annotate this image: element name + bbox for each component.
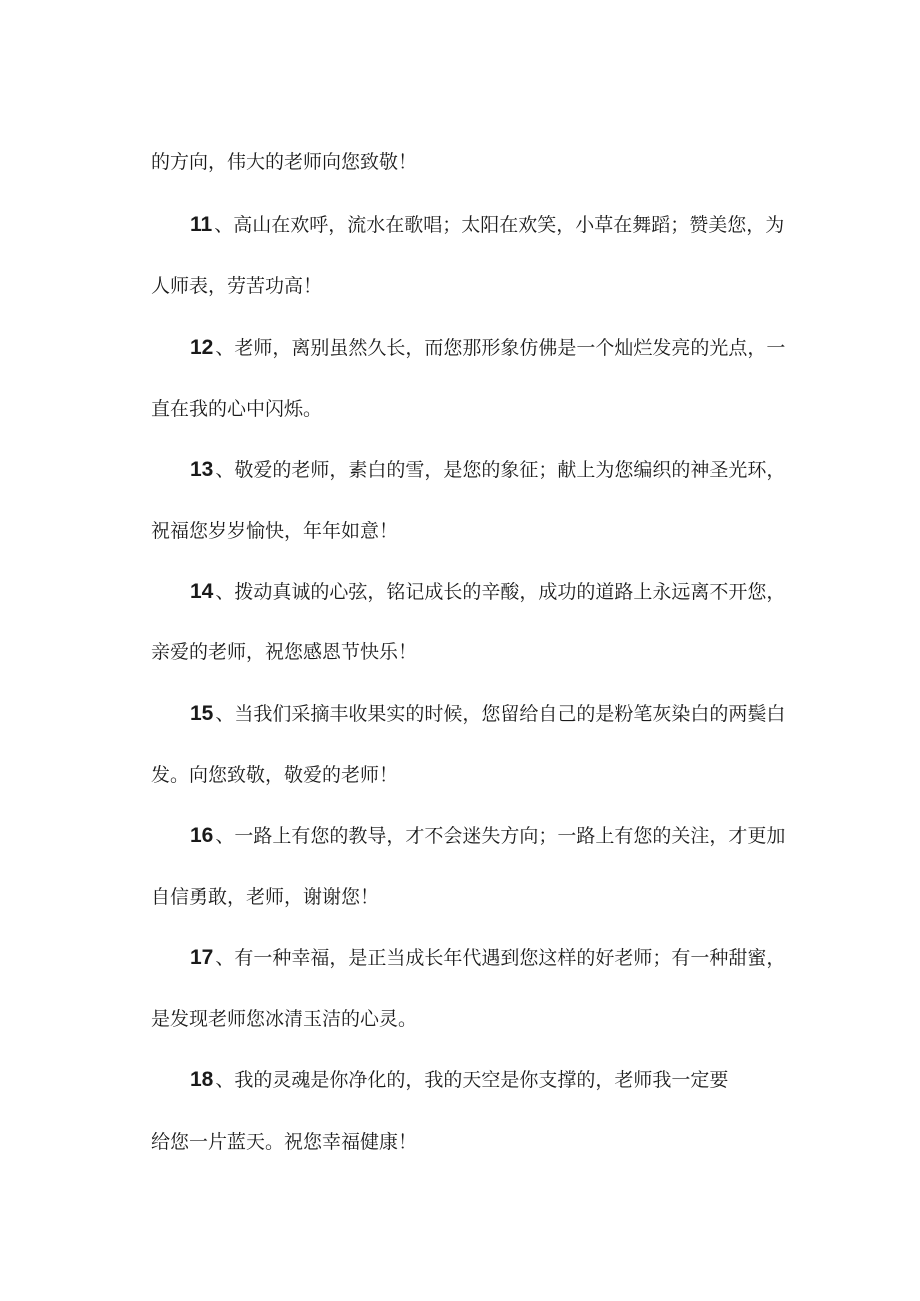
- paragraph-text: 、敬爱的老师，素白的雪，是您的象征；献上为您编织的神圣光环，: [215, 459, 786, 481]
- paragraph-13-line-2: [151, 519, 398, 543]
- paragraph-text: 自信勇敢，老师，谢谢您！: [151, 886, 380, 908]
- paragraph-text: 祝福您岁岁愉快，年年如意！: [151, 520, 399, 542]
- paragraph-15-line-1: [151, 702, 786, 726]
- paragraph-number: 15: [190, 702, 214, 725]
- paragraph-text: 亲爱的老师，祝您感恩节快乐！: [151, 641, 418, 663]
- paragraph-text: 是发现老师您冰清玉洁的心灵。: [151, 1008, 418, 1030]
- paragraph-number: 18: [190, 1068, 214, 1091]
- paragraph-11-line-1: [151, 213, 785, 237]
- paragraph-number: 12: [190, 336, 214, 359]
- paragraph-13-line-1: [151, 458, 786, 482]
- paragraph-text: 、当我们采摘丰收果实的时候，您留给自己的是粉笔灰染白的两鬓白: [215, 703, 786, 725]
- paragraph-text: 直在我的心中闪烁。: [151, 398, 323, 420]
- paragraph-17-line-2: [151, 1007, 417, 1031]
- paragraph-text: 、有一种幸福，是正当成长年代遇到您这样的好老师；有一种甜蜜，: [215, 947, 786, 969]
- paragraph-text: 、一路上有您的教导，才不会迷失方向；一路上有您的关注，才更加: [215, 825, 786, 847]
- paragraph-12-line-1: [151, 336, 786, 360]
- paragraph-text: 给您一片蓝天。祝您幸福健康！: [151, 1131, 418, 1153]
- paragraph-11-line-2: [151, 274, 322, 298]
- paragraph-text: 、高山在欢呼，流水在歌唱；太阳在欢笑，小草在舞蹈；赞美您，为: [214, 214, 785, 236]
- paragraph-14-line-2: [151, 640, 417, 664]
- paragraph-number: 14: [190, 580, 214, 603]
- paragraph-text: 的方向，伟大的老师向您致敬！: [151, 151, 418, 173]
- paragraph-16-line-1: [151, 824, 786, 848]
- paragraph-text: 发。向您致敬，敬爱的老师！: [151, 764, 399, 786]
- paragraph-14-line-1: [151, 580, 786, 604]
- paragraph-number: 11: [190, 213, 213, 236]
- paragraph-17-line-1: [151, 946, 786, 970]
- paragraph-18-line-2: [151, 1130, 417, 1154]
- paragraph-number: 17: [190, 946, 214, 969]
- paragraph-15-line-2: [151, 763, 398, 787]
- paragraph-text: 人师表，劳苦功高！: [151, 275, 323, 297]
- paragraph-number: 16: [190, 824, 214, 847]
- paragraph-16-line-2: [151, 885, 379, 909]
- paragraph-12-line-2: [151, 397, 322, 421]
- paragraph-18-line-1: [151, 1068, 728, 1092]
- paragraph-number: 13: [190, 458, 214, 481]
- paragraph-10-tail: [151, 150, 417, 174]
- paragraph-text: 、拨动真诚的心弦，铭记成长的辛酸，成功的道路上永远离不开您，: [215, 581, 786, 603]
- paragraph-text: 、老师，离别虽然久长，而您那形象仿佛是一个灿烂发亮的光点，一: [215, 337, 786, 359]
- paragraph-text: 、我的灵魂是你净化的，我的天空是你支撑的，老师我一定要: [215, 1069, 729, 1091]
